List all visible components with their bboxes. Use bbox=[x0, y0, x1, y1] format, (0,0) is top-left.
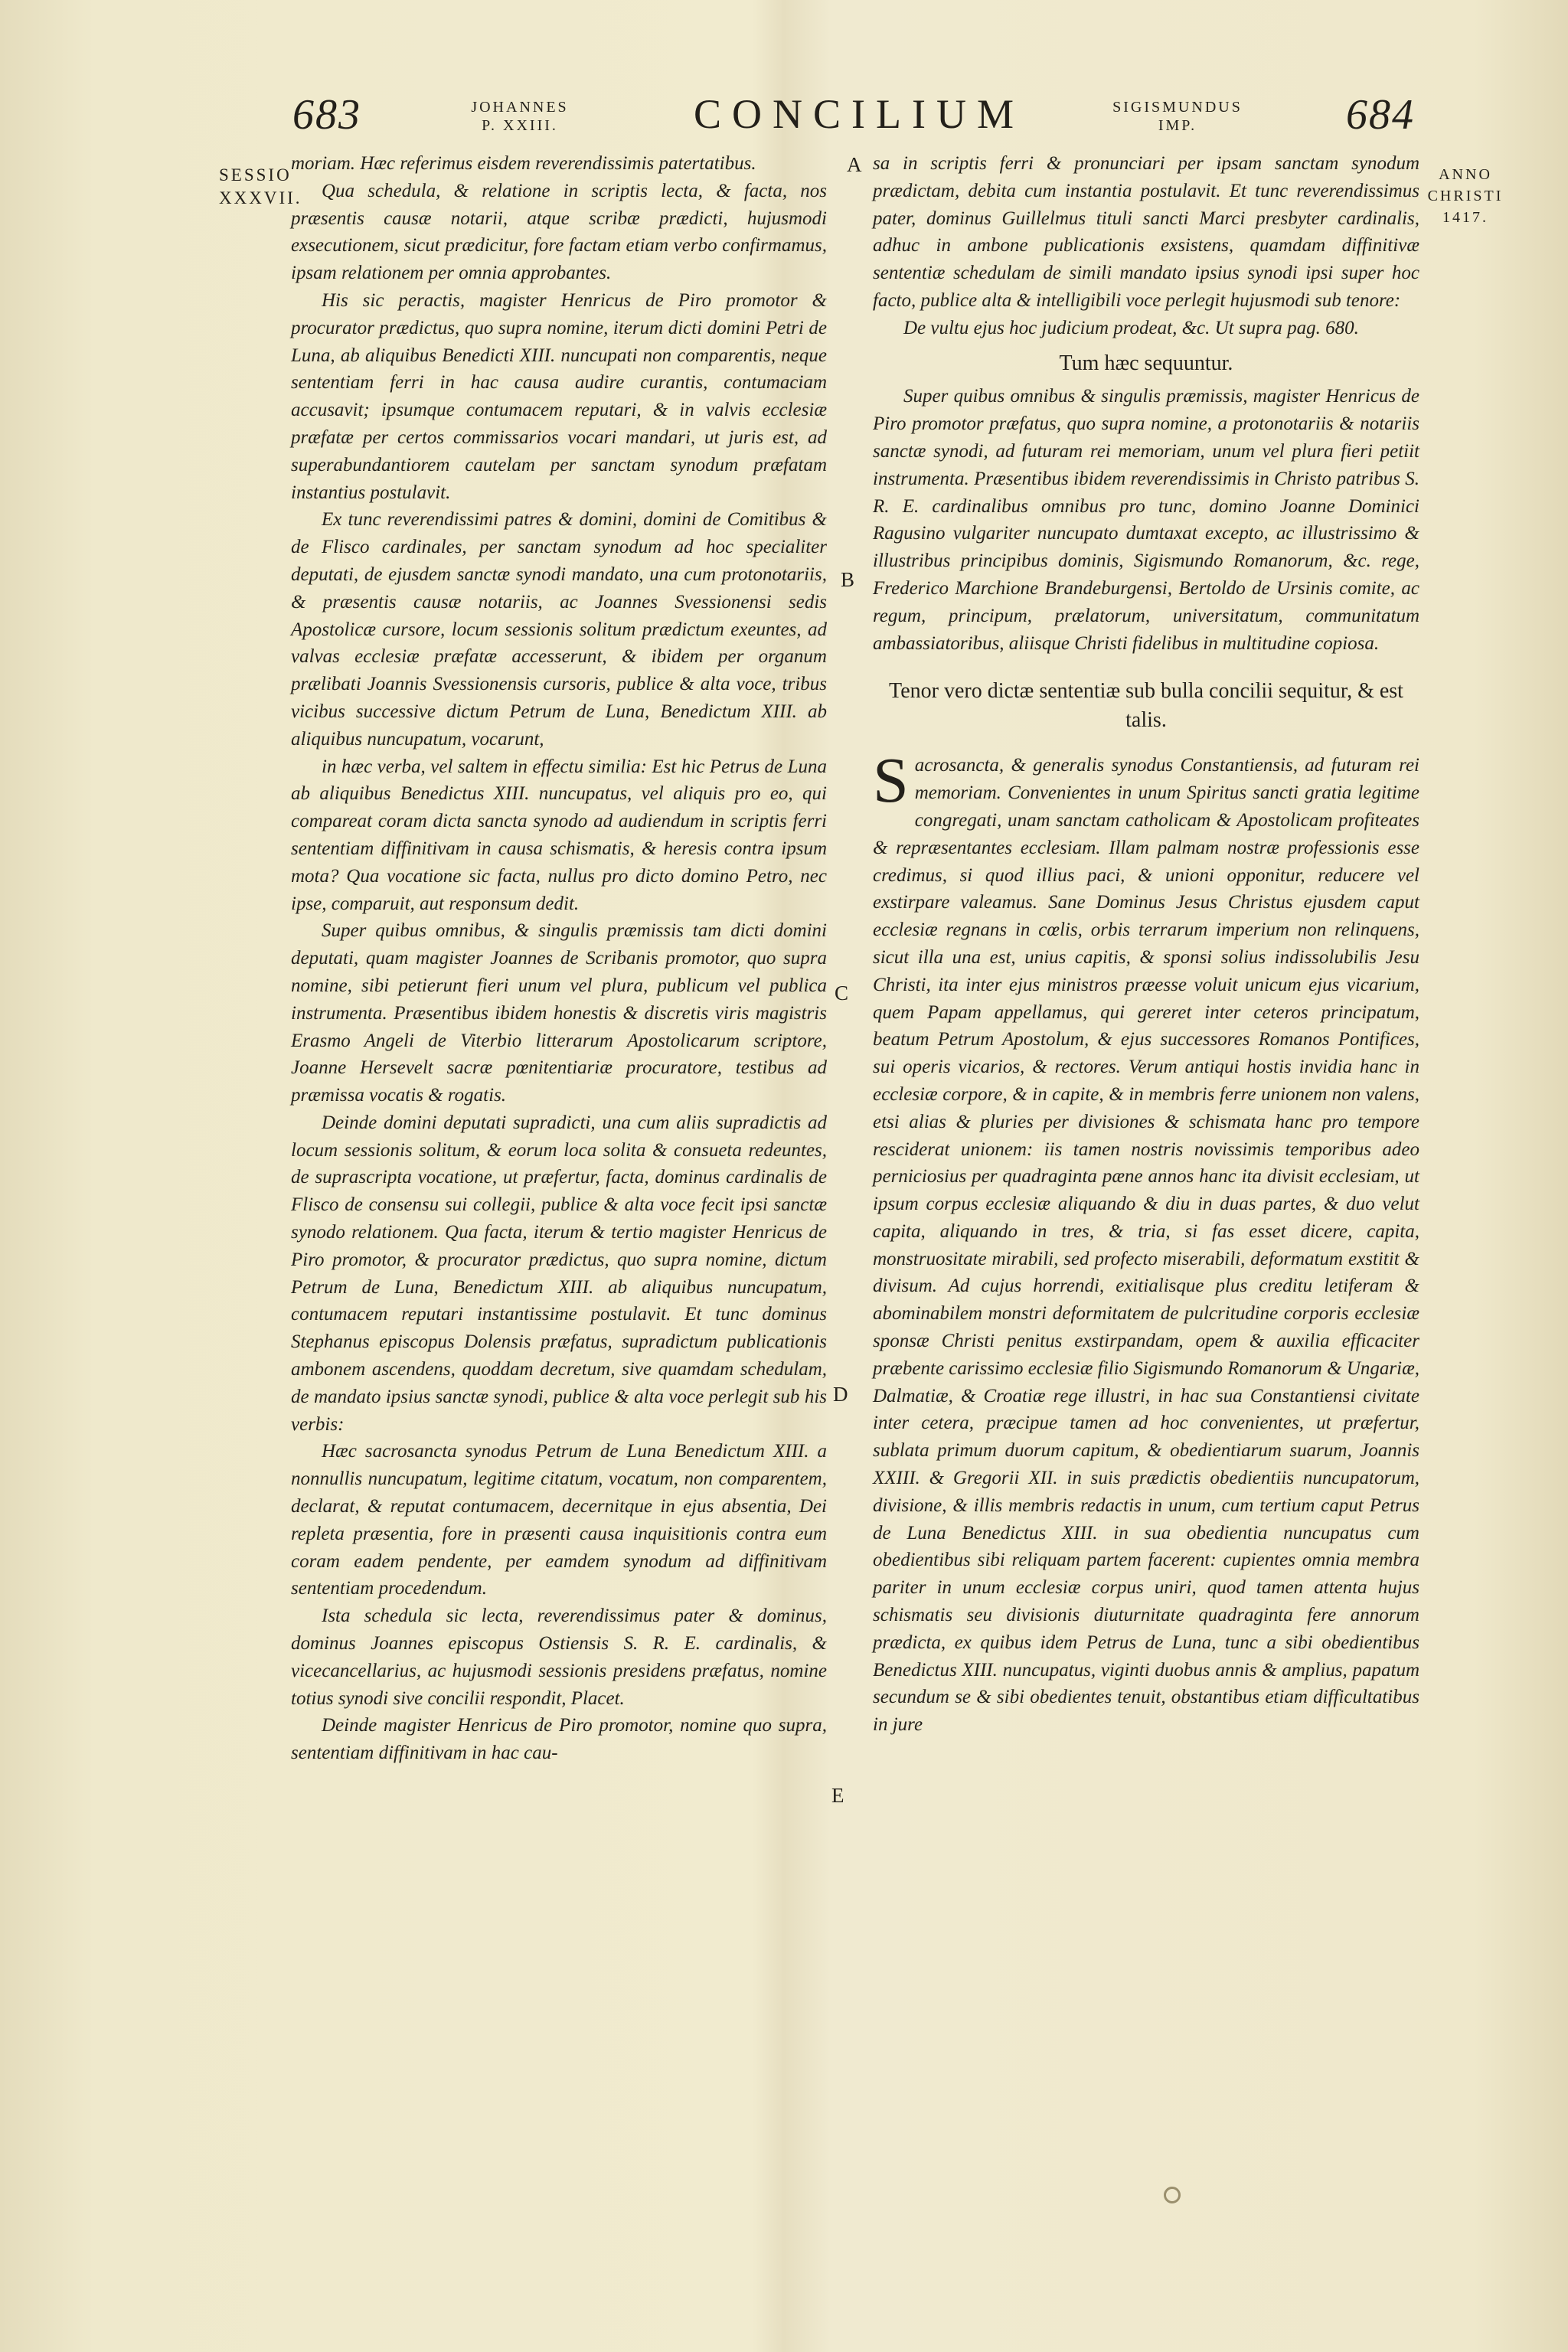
paragraph: in hæc verba, vel saltem in effectu similia: Est hic Petrus de Luna ab aliquibus Benedictus XIII. nuncupatus, vel aliquis pro eo, qui compareat coram dicta sancta synodo ad audiendum in scriptis ferri sententiam diffinitivam in causa schismatis, & heresis contra ipsum mota? Qua vocatione sic facta, nullus pro dicto domino Petro, nec ipse, comparuit, aut responsum dedit. bbox=[291, 756, 827, 914]
paragraph: sa in scriptis ferri & pronunciari per ipsam sanctam synodum prædictam, debita cum instantia postulavit. Et tunc reverendissimus pater, dominus Guillelmus tituli sancti Marci presbyter cardinalis, adhuc in ambone publicationis exsistens, quamdam diffinitivæ sententiæ schedulam de simili mandato ipsius synodi ipsi super hoc facto, publice alta & intelligibili voce perlegit hujusmodi sub tenore: bbox=[873, 153, 1419, 311]
section-mark-c: C bbox=[835, 982, 849, 1004]
running-title: CONCILIUM bbox=[694, 91, 1024, 137]
margin-note-year bbox=[1421, 164, 1510, 228]
margin-note-session-line2: XXXVII. bbox=[219, 188, 302, 207]
running-head-left-line1: JOHANNES bbox=[471, 99, 569, 116]
paragraph: De vultu ejus hoc judicium prodeat, &c. Ut supra pag. 680. bbox=[903, 317, 1359, 338]
left-text-column bbox=[291, 150, 827, 1767]
page-number-left: 683 bbox=[292, 91, 361, 139]
paragraph: Ista schedula sic lecta, reverendissimus pater & dominus, dominus Joannes episcopus Ostiensis S. R. E. cardinalis, & vicecancellarius, ac hujusmodi sessionis presidens præfatus, nomine totius synodi sive concilii respondit, Placet. bbox=[291, 1606, 827, 1709]
running-head-left-line2: P. XXIII. bbox=[482, 117, 558, 134]
running-head-right bbox=[1093, 98, 1262, 135]
paragraph: Deinde magister Henricus de Piro promotor, nomine quo supra, sententiam diffinitivam in hac cau- bbox=[291, 1715, 827, 1764]
margin-note-session bbox=[219, 164, 302, 210]
section-mark-d: D bbox=[833, 1383, 848, 1406]
margin-note-year-line3: 1417. bbox=[1442, 209, 1488, 226]
paragraph: Super quibus omnibus, & singulis præmissis tam dicti domini deputati, quam magister Joannes de Scribanis promotor, quo supra nomine, sibi petierunt fieri unum vel plura, publicum vel publica instrumenta. Præsentibus ibidem honestis & discretis viris magistris Erasmo Angeli de Viterbio litterarum Apostolicarum scriptore, Joanne Hersevelt sacræ pœnitentiariæ procuratore, testibus ad præmissa vocatis & rogatis. bbox=[291, 920, 827, 1106]
paragraph: Tenor vero dictæ sententiæ sub bulla concilii sequitur, & est talis. bbox=[889, 679, 1403, 733]
paragraph: Ex tunc reverendissimi patres & domini, domini de Comitibus & de Flisco cardinales, per sanctam synodum ad hoc specialiter deputati, de ejusdem sanctæ synodi mandato, una cum protonotariis, & præsentis causæ notariis, ac Joannes Svessionensi sedis Apostolicæ cursore, locum sessionis solitum prædictum exeuntes, ad valvas ecclesiæ præfatæ accesserunt, & ibidem per organum prælibati Joannis Svessionensis cursoris, publice & alta voce, tribus vicibus successive dictum Petrum de Luna, Benedictum XIII. ab aliquibus nuncupatum, vocarunt, bbox=[291, 509, 827, 750]
running-head-right-line2: IMP. bbox=[1158, 117, 1197, 134]
right-text-column bbox=[873, 150, 1419, 1739]
paragraph: Tum hæc sequuntur. bbox=[1059, 351, 1233, 375]
margin-note-session-line1: SESSIO bbox=[219, 165, 292, 185]
paragraph: Sacrosancta, & generalis synodus Constantiensis, ad futuram rei memoriam. Convenientes in unum Spiritus sancti gratia legitime congregati, unam sanctam catholicam & Apostolicam profiteates & repræsentantes ecclesiam. Illam palmam nostræ professionis esse credimus, si quod illius paci, & unioni opponitur, reducere vel exstirpare valeamus. Sane Dominus Jesus Christus ejusdem caput ecclesiæ regnans in cœlis, orbis terrarum imperium non relinquens, sicut illa una est, unius capitis, & sponsi solius indissolubilis Jesu Christi, ita inter ejus ministros præesse voluit unicum ejus vicarium, quem Papam appellamus, qui gereret inter ceteros principatum, beatum Petrum Apostolum, & ejus successores Romanos Pontifices, sui operis vicarios, & rectores. Verum antiqui hostis invidia hanc in ecclesiæ corpore, & in capite, & in membris ferre unionem non valens, etsi alias & pluries per divisiones & schismata hanc pro tempore resciderat unionem: iis tamen nostris novissimis temporibus adeo perniciosius per quadraginta pæne annos hanc ita divisit ecclesiam, ut ipsum corpus ecclesiæ aliquando & diu in duas partes, & duo velut capita, aliquando in tres, & tria, si fas esset dicere, capita, monstruositate mirabili, sed profecto miserabili, deformatum exstitit & divisum. Ad cujus horrendi, exitialisque plus creditu letiferam & abominabilem monstri deformitatem de pulcritudine corporis ecclesiæ sponsæ Christi penitus exstirpandam, opem & auxilia efficaciter præbente carissimo ecclesiæ filio Sigismundo Romanorum & Ungariæ, Dalmatiæ, & Croatiæ rege illustri, in hac sua Constantiensi civitate inter cetera, præcipue tamen ad hoc convenientes, ut præfertur, sublata primum duorum capitum, & obedientiarum suarum, Joannis XXIII. & Gregorii XII. in suis prædictis obedientiis nuncupatorum, divisione, & illis membris redactis in unum, cum tertium caput Petrus de Luna Benedictus XIII. in sua obedientia nuncupatus cum obedientibus sibi reliquam partem facerent: cupientes omnia membra pariter in unum ecclesiæ corpus uniri, quod tamen attenta hujus schismatis seu divisionis diuturnitate quadraginta fere annorum prædicta, ex quibus idem Petrus de Luna, tunc a sibi obedientibus Benedictus XIII. nuncupatus, viginti duobus annis & amplius, papatum secundum se & sibi obedientes tenuit, obstantibus etiam difficultatibus in jure bbox=[873, 745, 1419, 1736]
section-mark-a: A bbox=[847, 153, 862, 176]
page-number-right: 684 bbox=[1346, 91, 1415, 139]
paragraph: Qua schedula, & relatione in scriptis lecta, & facta, nos præsentis causæ notarii, atque scribæ prædicti, hujusmodi exsecutionem, sicut prædicitur, fore factam etiam verbo confirmamus, ipsam relationem per omnia approbantes. bbox=[291, 180, 827, 284]
section-mark-e: E bbox=[831, 1784, 844, 1807]
paragraph: His sic peractis, magister Henricus de Piro promotor & procurator prædictus, quo supra nomine, iterum dicti domini Petri de Luna, ab aliquibus Benedicti XIII. nuncupati non comparentis, neque sententiam ferri in hac causa audire curantis, contumaciam accusavit; ipsumque contumacem reputari, & in valvis ecclesiæ præfatæ per certos commissarios vocari mandari, ut juris est, ad superabundantiorem cautelam per sanctam synodum præfatam instantius postulavit. bbox=[291, 289, 827, 503]
page-ornament-icon bbox=[1164, 2187, 1181, 2203]
margin-note-year-line1: ANNO bbox=[1439, 166, 1492, 183]
paragraph: Deinde domini deputati supradicti, una cum aliis supradictis ad locum sessionis solitum, & eorum loca solita & consueta redeuntes, de suprascripta vocatione, ut præfertur, facta, dominus cardinalis de Flisco de consensu sui collegii, publice & alta voce fecit ipsi sanctæ synodo relationem. Qua facta, iterum & tertio magister Henricus de Piro promotor, & procurator prædictus, quo supra nomine, dictum Petrum de Luna, Benedictum XIII. ab aliquibus nuncupatum, contumacem reputari instantissime postulavit. Et tunc dominus Stephanus episcopus Dolensis præfatus, supradictum publicationis ambonem ascendens, quoddam decretum, sive quamdam schedulam, de mandato ipsius sanctæ synodi, publice & alta voce perlegit sub his verbis: bbox=[291, 1112, 827, 1435]
margin-note-year-line2: CHRISTI bbox=[1427, 188, 1504, 204]
paragraph: Super quibus omnibus & singulis præmissis, magister Henricus de Piro promotor præfatus, quo supra nomine, a protonotariis & notariis sanctæ synodi, ad futuram rei memoriam, unum vel plura fieri petiit instrumenta. Præsentibus ibidem reverendissimis in Christo patribus S. R. E. cardinalibus omnibus pro tunc, domino Joanne Dominici Ragusino vulgariter nuncupato dumtaxat excepto, ac illustrissimo & illustribus principibus dominis, Sigismundo Romanorum, &c. rege, Frederico Marchione Brandeburgensi, Bertoldo de Ursinis comite, ac regum, principum, prælatorum, universitatum, communitatum ambassiatoribus, aliisque Christi fidelibus in multitudine copiosa. bbox=[873, 386, 1419, 654]
section-mark-b: B bbox=[841, 568, 855, 591]
paragraph: Hæc sacrosancta synodus Petrum de Luna Benedictum XIII. a nonnullis nuncupatum, legitime citatum, vocatum, non comparentem, declarat, & reputat contumacem, decernitque in ejus absentia, Dei repleta præsentia, fore in præsenti causa inquisitionis contra eum coram eadem pendente, per eamdem synodum ad diffinitivam sententiam procedendum. bbox=[291, 1441, 827, 1599]
running-head-right-line1: SIGISMUNDUS bbox=[1112, 99, 1243, 116]
paragraph: moriam. Hæc referimus eisdem reverendissimis patertatibus. bbox=[291, 153, 756, 174]
running-head-left bbox=[455, 98, 585, 135]
